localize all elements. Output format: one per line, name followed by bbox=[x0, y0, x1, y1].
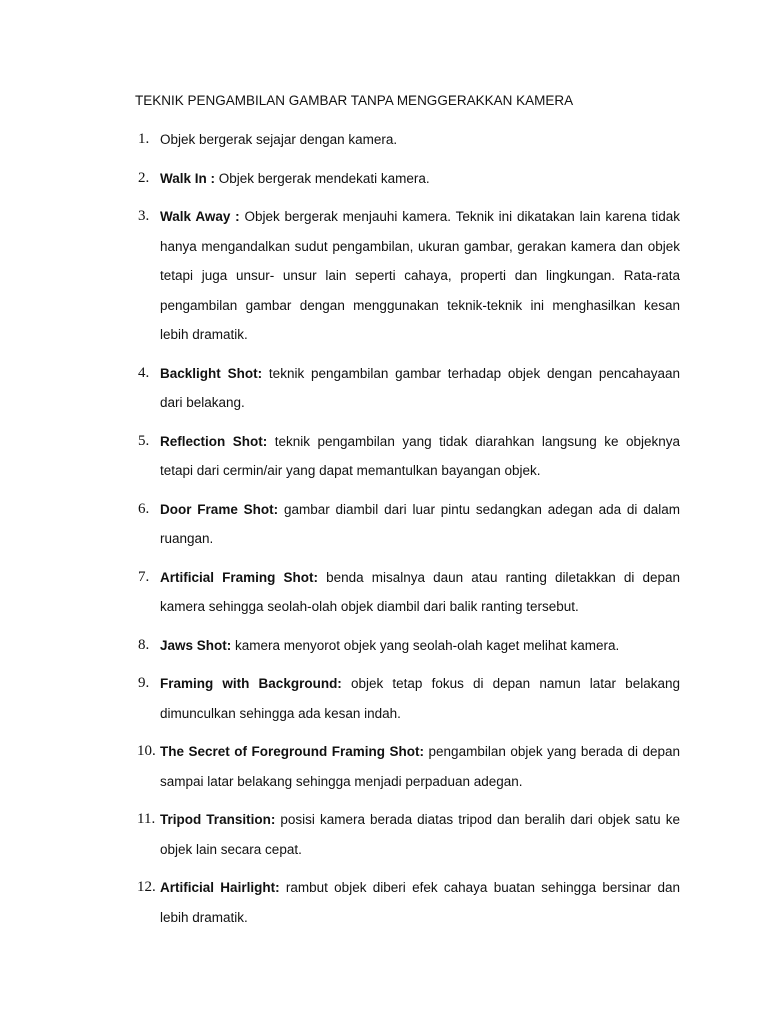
item-description: Objek bergerak sejajar dengan kamera. bbox=[160, 132, 398, 147]
item-description: gambar diambil dari luar pintu sedangkan adegan ada di dalam ruangan. bbox=[160, 501, 681, 546]
item-description: teknik pengambilan gambar terhadap objek dengan pencahayaan dari belakang. bbox=[160, 365, 680, 410]
item-number: 12. bbox=[137, 879, 156, 895]
item-number: 10. bbox=[137, 743, 156, 759]
item-number: 2. bbox=[138, 169, 150, 186]
item-description: rambut objek diberi efek cahaya buatan sehingga bersinar dan lebih dramatik. bbox=[160, 880, 680, 925]
item-number: 9. bbox=[138, 675, 150, 691]
item-term: Jaws Shot: bbox=[160, 637, 232, 653]
item-term: The Secret of Foreground Framing Shot: bbox=[160, 744, 425, 759]
item-number: 11. bbox=[137, 811, 156, 827]
item-term: Artificial Hairlight: bbox=[160, 880, 280, 895]
item-term: Door Frame Shot: bbox=[160, 501, 279, 517]
technique-list bbox=[135, 125, 680, 941]
list-item bbox=[135, 495, 680, 554]
item-number: 7. bbox=[138, 568, 150, 585]
item-term: Walk Away : bbox=[160, 209, 240, 224]
list-item bbox=[135, 631, 680, 661]
list-item bbox=[135, 669, 680, 728]
item-term: Framing with Background: bbox=[160, 676, 342, 691]
item-description: Objek bergerak mendekati kamera. bbox=[215, 170, 430, 186]
list-item bbox=[135, 873, 680, 932]
item-description: posisi kamera berada diatas tripod dan beralih dari objek satu ke objek lain secara cepat. bbox=[160, 812, 680, 857]
item-number: 5. bbox=[138, 432, 150, 449]
item-term: Backlight Shot: bbox=[160, 365, 263, 381]
item-term: Reflection Shot: bbox=[160, 433, 268, 449]
item-description: Objek bergerak menjauhi kamera. Teknik ini dikatakan lain karena tidak hanya mengandalkan sudut pengambilan, ukuran gambar, gerakan kamera dan objek tetapi juga unsur- unsur lain seperti cahaya, properti dan lingkungan. Rata-rata pengambilan gambar dengan menggunakan teknik-teknik ini menghasilkan kesan lebih dramatik. bbox=[160, 209, 681, 342]
list-item bbox=[135, 737, 680, 796]
item-number: 1. bbox=[138, 131, 150, 147]
item-number: 4. bbox=[138, 364, 150, 381]
item-description: objek tetap fokus di depan namun latar belakang dimunculkan sehingga ada kesan indah. bbox=[160, 676, 680, 721]
item-description: kamera menyorot objek yang seolah-olah kaget melihat kamera. bbox=[231, 637, 620, 653]
item-description: benda misalnya daun atau ranting diletakkan di depan kamera sehingga seolah-olah objek diambil dari balik ranting tersebut. bbox=[160, 569, 680, 614]
list-item bbox=[135, 563, 680, 622]
item-number: 6. bbox=[138, 500, 150, 517]
item-term: Artificial Framing Shot: bbox=[160, 569, 318, 585]
item-term: Walk In : bbox=[160, 170, 216, 186]
list-item bbox=[135, 427, 680, 486]
list-item bbox=[135, 164, 680, 194]
list-item bbox=[135, 359, 680, 418]
list-item bbox=[135, 125, 680, 155]
item-description: teknik pengambilan yang tidak diarahkan langsung ke objeknya tetapi dari cermin/air yang dapat memantulkan bayangan objek. bbox=[160, 433, 680, 478]
list-item bbox=[135, 805, 680, 864]
list-item bbox=[135, 202, 680, 350]
item-number: 3. bbox=[138, 208, 150, 224]
item-term: Tripod Transition: bbox=[160, 812, 276, 827]
item-number: 8. bbox=[138, 636, 150, 653]
item-description: pengambilan objek yang berada di depan sampai latar belakang sehingga menjadi perpaduan adegan. bbox=[160, 744, 680, 789]
document-title: TEKNIK PENGAMBILAN GAMBAR TANPA MENGGERAKKAN KAMERA bbox=[135, 93, 574, 108]
